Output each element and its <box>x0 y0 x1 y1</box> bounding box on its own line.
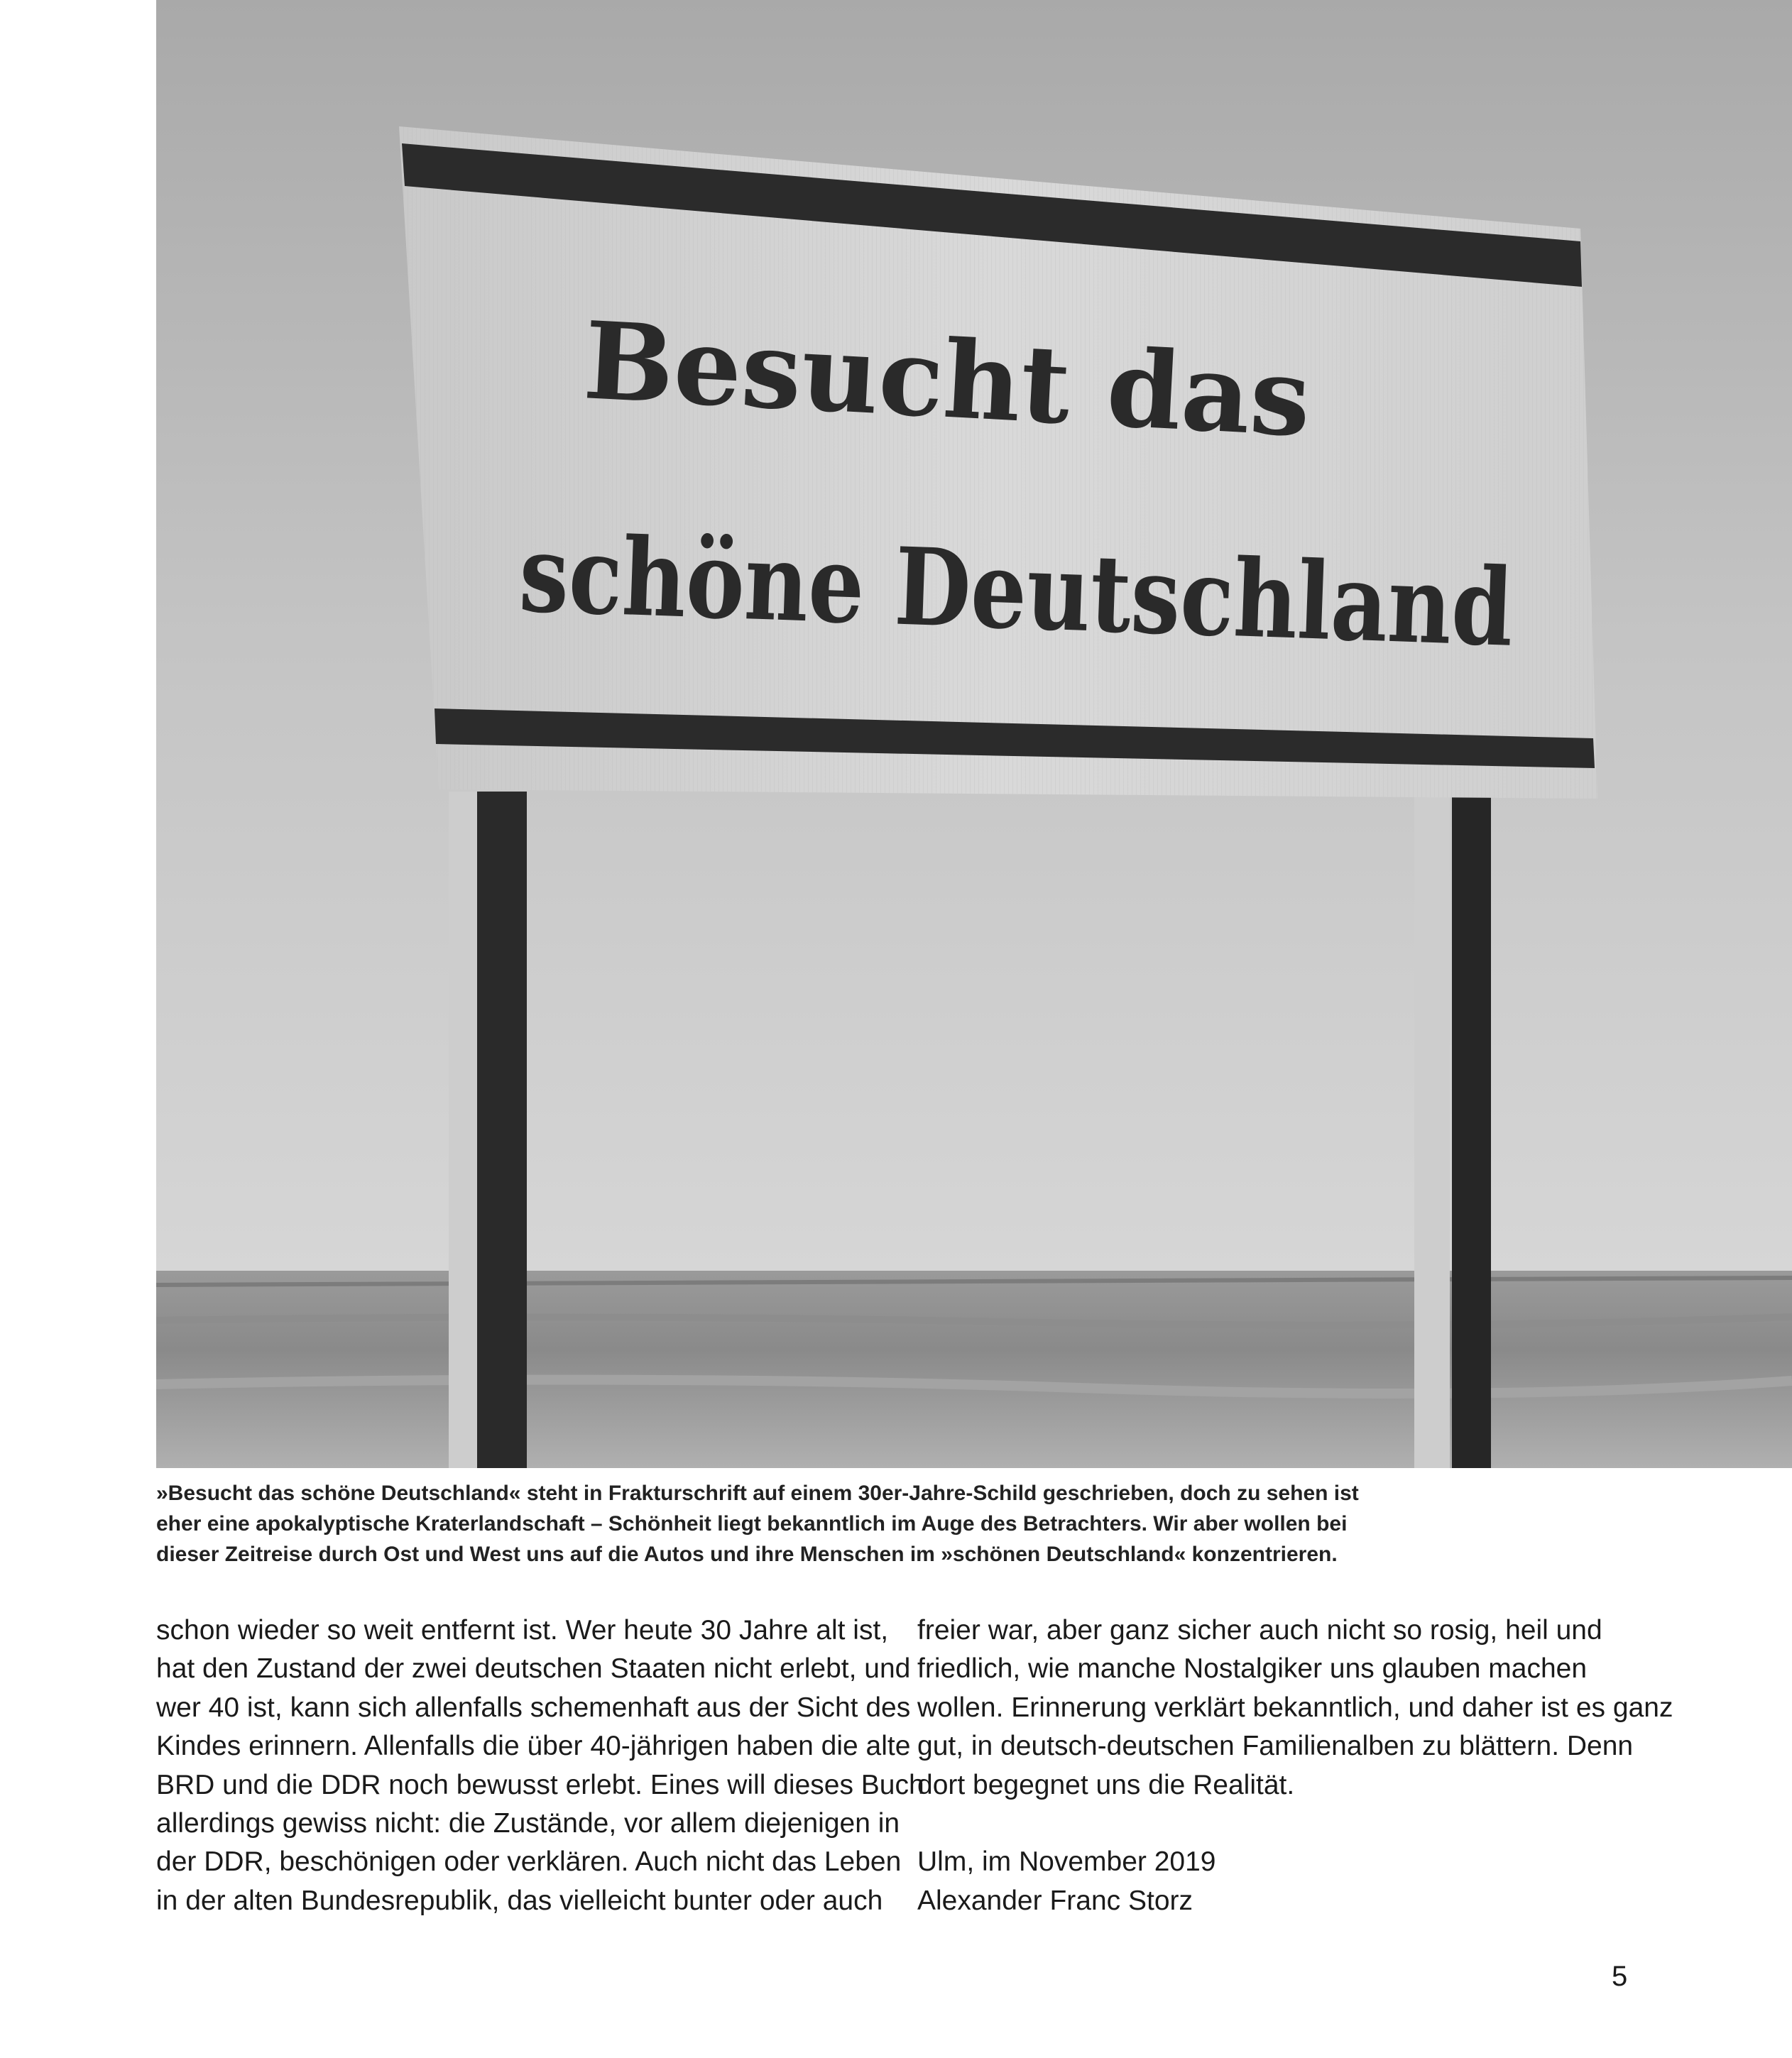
photograph-sign-icon <box>156 0 1792 1468</box>
caption-line: eher eine apokalyptische Kraterlandschaft – Schönheit liegt bekanntlich im Auge des Betrachters. Wir aber wollen bei <box>156 1512 1348 1536</box>
body-text-left-column <box>156 1611 924 1920</box>
place-date: Ulm, im November 2019 <box>917 1846 1216 1878</box>
sign-line-1: Besucht das <box>581 298 1314 461</box>
body-line: in der alten Bundesrepublik, das vielleicht bunter oder auch <box>156 1885 883 1916</box>
body-line: gut, in deutsch-deutschen Familienalben zu blättern. Denn <box>917 1731 1634 1762</box>
caption-line: dieser Zeitreise durch Ost und West uns auf die Autos und ihre Menschen im »schönen Deutschland« konzentrieren. <box>156 1543 1338 1566</box>
sign-photograph <box>156 0 1792 1468</box>
body-line: BRD und die DDR noch bewusst erlebt. Eines will dieses Buch <box>156 1769 924 1800</box>
body-line: der DDR, beschönigen oder verklären. Auch nicht das Leben <box>156 1846 902 1878</box>
body-line: wollen. Erinnerung verklärt bekanntlich, und daher ist es ganz <box>917 1692 1673 1723</box>
body-line: hat den Zustand der zwei deutschen Staaten nicht erlebt, und <box>156 1653 911 1685</box>
photo-caption <box>156 1478 1406 1570</box>
author-name: Alexander Franc Storz <box>917 1885 1193 1916</box>
body-line: wer 40 ist, kann sich allenfalls schemenhaft aus der Sicht des <box>156 1692 911 1723</box>
body-line: dort begegnet uns die Realität. <box>917 1769 1295 1800</box>
body-line: freier war, aber ganz sicher auch nicht so rosig, heil und <box>917 1615 1602 1646</box>
body-line: allerdings gewiss nicht: die Zustände, vor allem diejenigen in <box>156 1808 900 1839</box>
sign-line-2: schöne Deutschland <box>517 511 1727 679</box>
body-line: schon wieder so weit entfernt ist. Wer heute 30 Jahre alt ist, <box>156 1615 889 1646</box>
page-number: 5 <box>1612 1961 1628 1992</box>
body-text-right-column <box>917 1611 1673 1920</box>
body-line: Kindes erinnern. Allenfalls die über 40-jährigen haben die alte <box>156 1731 911 1762</box>
body-line: friedlich, wie manche Nostalgiker uns glauben machen <box>917 1653 1588 1685</box>
caption-line: »Besucht das schöne Deutschland« steht in Frakturschrift auf einem 30er-Jahre-Schild geschrieben, doch zu sehen ist <box>156 1482 1359 1505</box>
paragraph-gap <box>917 1805 1634 1843</box>
